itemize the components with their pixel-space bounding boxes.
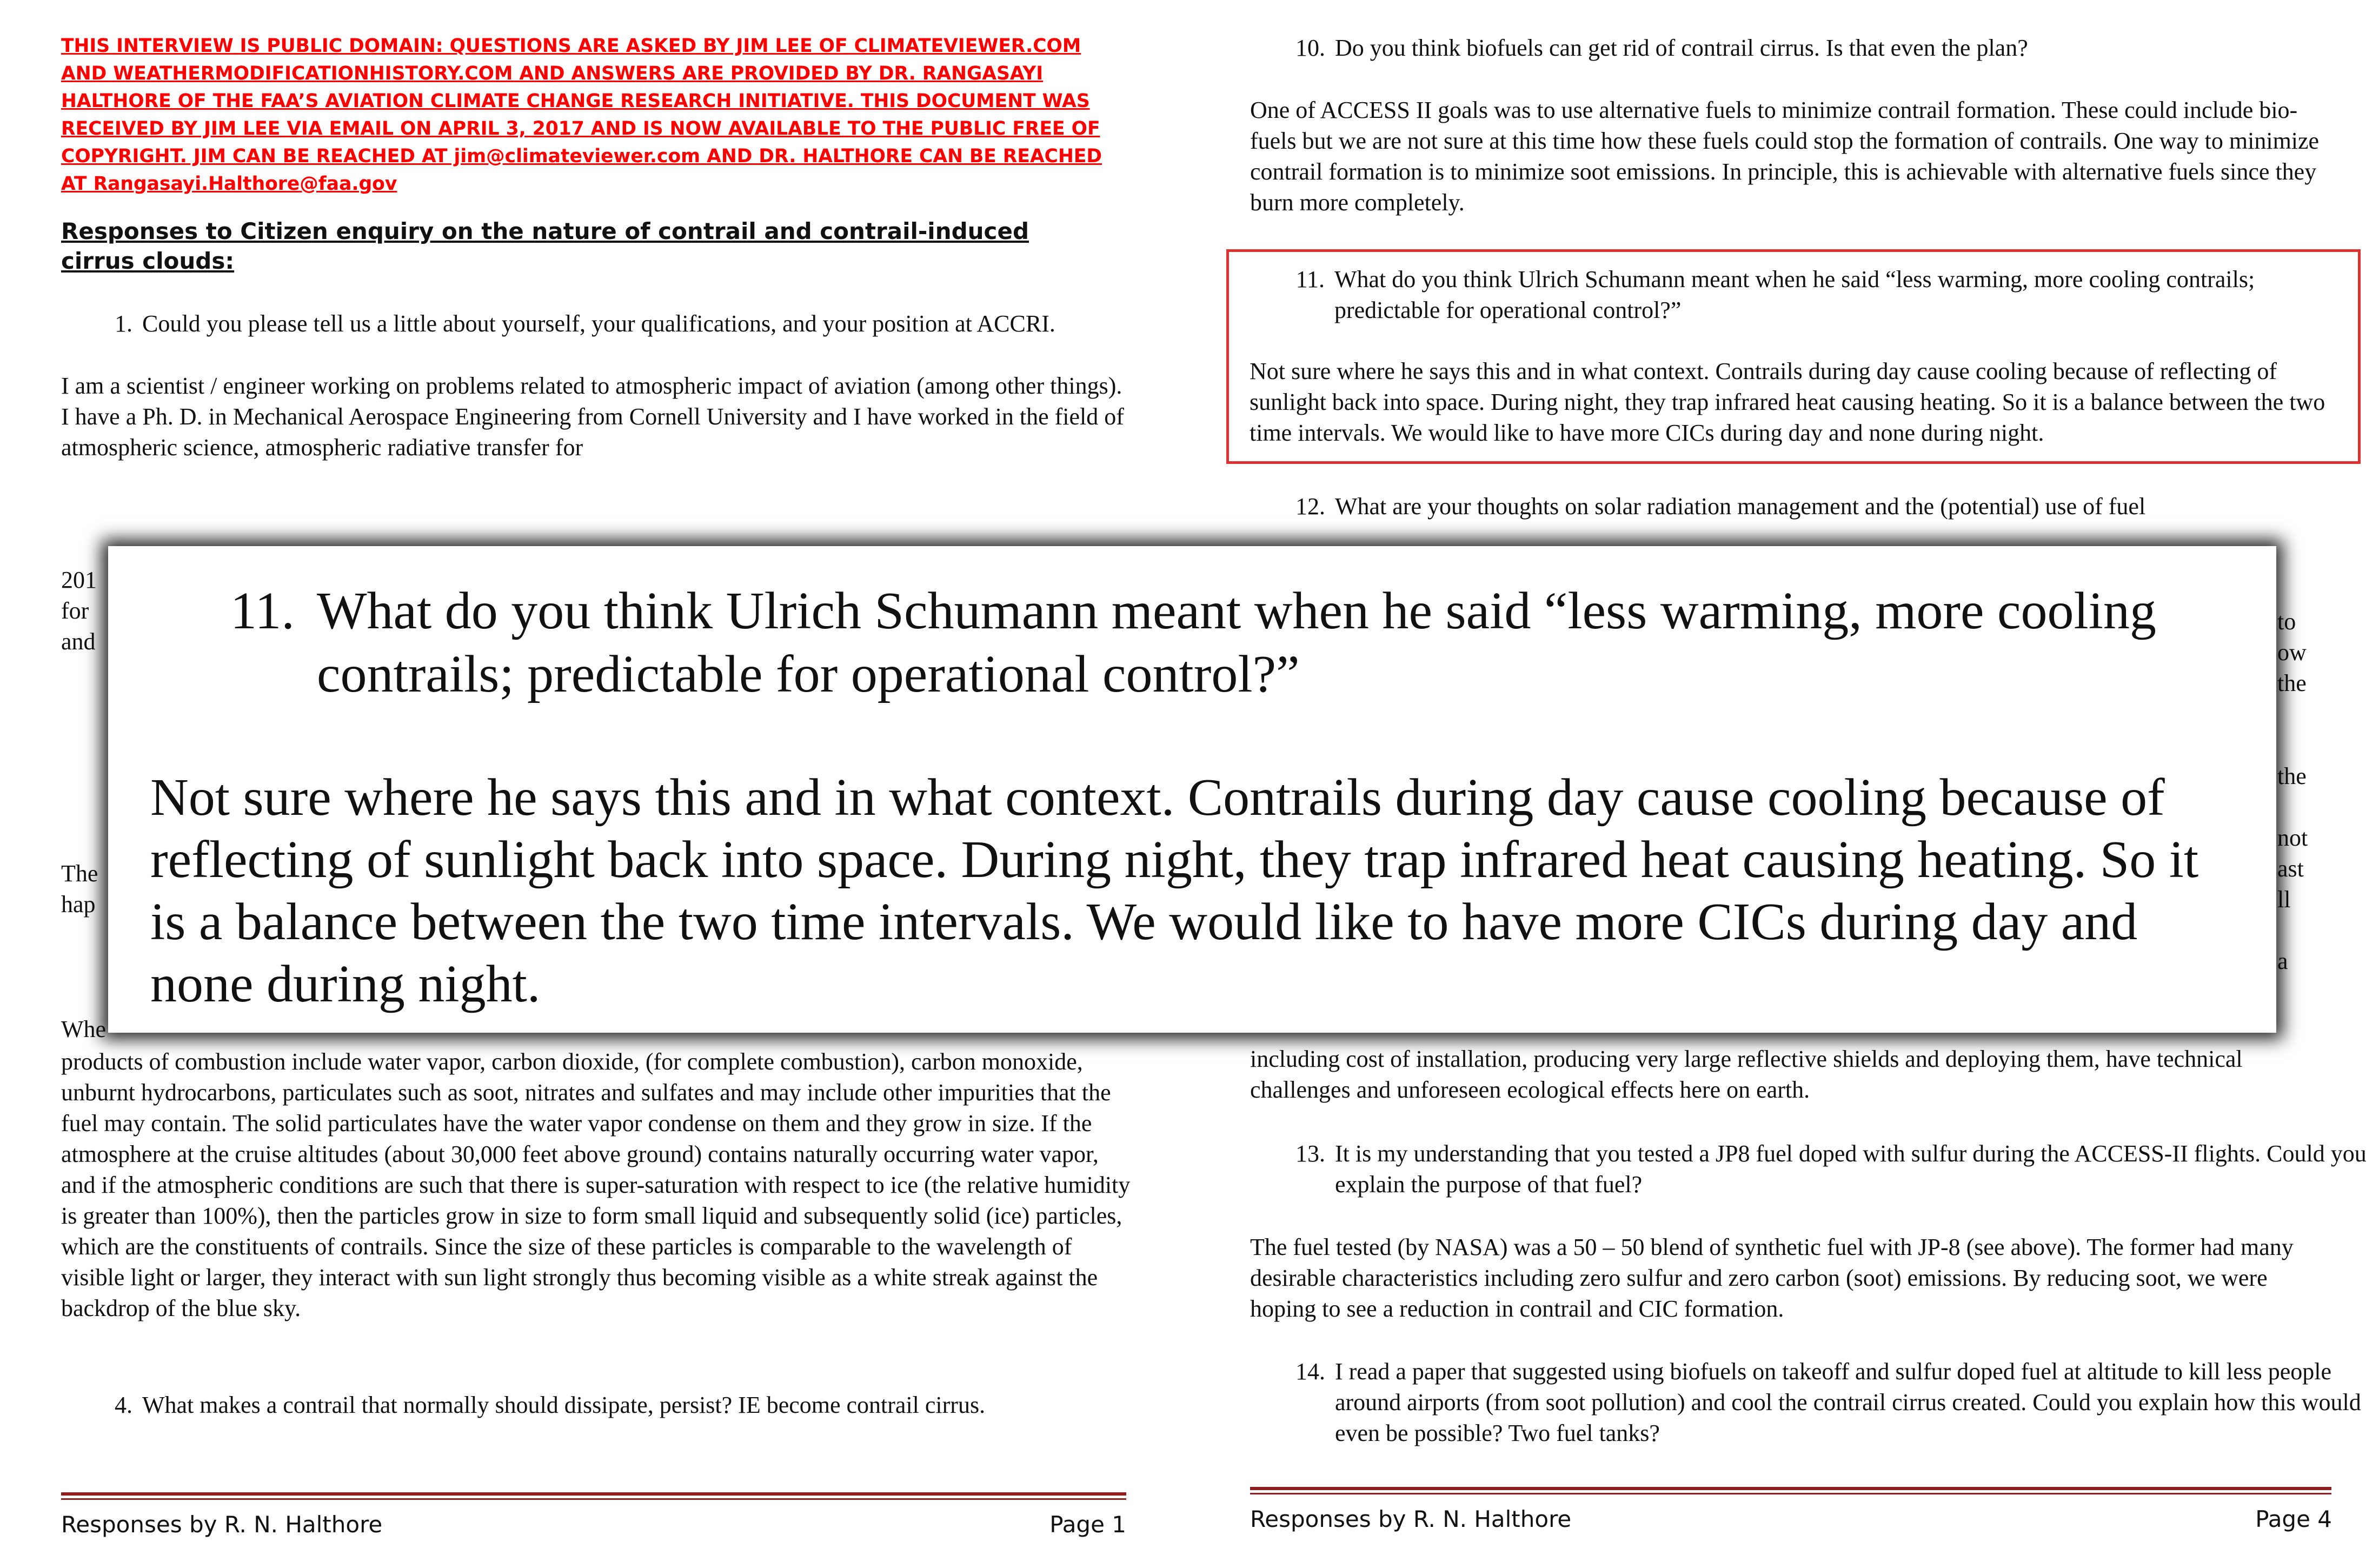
footer-author: Responses by R. N. Halthore	[1250, 1506, 1572, 1532]
question-number: 10.	[1295, 35, 1325, 61]
footer-page-number: Page 4	[2255, 1506, 2332, 1532]
answer-12-tail: including cost of installation, producing very large reflective shields and deploying them, have technical challenges and unforeseen ecological effects here on earth.	[1250, 1046, 2243, 1103]
page-1-content	[61, 32, 1132, 494]
answer-fragment: Whe	[61, 1016, 107, 1042]
answer-fragment: hap	[61, 891, 96, 918]
question-number: 14.	[1295, 1358, 1325, 1385]
question-number: 11.	[230, 582, 295, 640]
question-text: It is my understanding that you tested a JP8 fuel doped with sulfur during the ACCESS-II flights. Could you explain the purpose of that fuel?	[1335, 1140, 2367, 1198]
answer-11: Not sure where he says this and in what context. Contrails during day cause cooling because of reflecting of sunlight back into space. During night, they trap infrared heat causing heating. So it is a balance between the two time intervals. We would like to have more CICs during day and none during night.	[1250, 358, 2325, 446]
question-14	[1250, 1356, 2370, 1449]
document-heading: Responses to Citizen enquiry on the nature of contrail and contrail-induced cirrus clouds:	[61, 218, 1029, 274]
highlighted-question-11[interactable]	[1226, 249, 2361, 464]
question-number: 12.	[1295, 493, 1325, 520]
answer-fragment: ll	[2277, 886, 2291, 913]
footer-rule	[1250, 1487, 2331, 1494]
question-4	[61, 1390, 1161, 1420]
question-text: I read a paper that suggested using biofuels on takeoff and sulfur doped fuel at altitude to kill less people around airports (from soot pollution) and cool the contrail cirrus created. Could you explain how this would even be possible? Two fuel tanks?	[1335, 1358, 2361, 1446]
answer-1: I am a scientist / engineer working on problems related to atmospheric impact of aviation (among other things). I have a Ph. D. in Mechanical Aerospace Engineering from Cornell University and I have worked in the field of atmospheric science, atmospheric radiative transfer for	[61, 373, 1124, 461]
answer-fragment: and	[61, 628, 96, 655]
question-12	[1250, 491, 2337, 522]
answer-10: One of ACCESS II goals was to use alternative fuels to minimize contrail formation. These could include bio-fuels but we are not sure at this time how these fuels could stop the formation of contrails. One way to minimize contrail formation is to minimize soot emissions. In principle, this is achievable with alternative fuels since they burn more completely.	[1250, 97, 2320, 216]
answer-fragment: the	[2277, 763, 2307, 789]
footer-author: Responses by R. N. Halthore	[61, 1511, 383, 1538]
page-4-content	[1250, 32, 2337, 553]
answer-fragment: not	[2277, 825, 2308, 851]
question-text: What makes a contrail that normally should dissipate, persist? IE become contrail cirrus.	[142, 1392, 986, 1418]
question-number: 11.	[1295, 266, 1325, 293]
answer-fragment: the	[2277, 670, 2307, 696]
footer-page-number: Page 1	[1049, 1511, 1126, 1538]
question-text: Do you think biofuels can get rid of contrail cirrus. Is that even the plan?	[1335, 35, 2028, 61]
question-text: Could you please tell us a little about yourself, your qualifications, and your position at ACCRI.	[142, 310, 1055, 337]
question-number: 4.	[115, 1392, 132, 1418]
question-10	[1250, 32, 2337, 63]
footer-rule	[61, 1492, 1126, 1500]
question-1	[61, 308, 1132, 339]
answer-fragment: The	[61, 860, 98, 887]
question-11	[1250, 264, 2337, 325]
answer-fragment: to	[2277, 608, 2296, 635]
zoomed-answer-11: Not sure where he says this and in what context. Contrails during day cause cooling because of reflecting of sunlight back into space. During night, they trap infrared heat causing heating. So it is a balance between the two time intervals. We would like to have more CICs during day and none during night.	[150, 768, 2199, 1013]
question-number: 13.	[1295, 1140, 1325, 1167]
zoomed-question-11	[150, 580, 2233, 706]
answer-fragment: for	[61, 597, 89, 624]
answer-13: The fuel tested (by NASA) was a 50 – 50 blend of synthetic fuel with JP-8 (see above). The former had many desirable characteristics including zero sulfur and zero carbon (soot) emissions. By reducing soot, we were hoping to see a reduction in contrail and CIC formation.	[1250, 1234, 2294, 1322]
answer-fragment: ow	[2277, 639, 2307, 666]
public-domain-notice: THIS INTERVIEW IS PUBLIC DOMAIN: QUESTIONS ARE ASKED BY JIM LEE OF CLIMATEVIEWER.COM AND WEATHERMODIFICATIONHISTORY.COM AND ANSWERS ARE PROVIDED BY DR. RANGASAYI HALTHORE OF THE FAA’S AVIATION CLIMATE CHANGE RESEARCH INITIATIVE. THIS DOCUMENT WAS RECEIVED BY JIM LEE VIA EMAIL ON APRIL 3, 2017 AND IS NOW AVAILABLE TO THE PUBLIC FREE OF COPYRIGHT. JIM CAN BE REACHED AT jim@climateviewer.com AND DR. HALTHORE CAN BE REACHED AT Rangasayi.Halthore@faa.gov	[61, 35, 1102, 195]
answer-fragment: ast	[2277, 855, 2304, 882]
answer-fragment: 201	[61, 567, 97, 593]
question-number: 1.	[115, 310, 132, 337]
zoomed-excerpt-popup[interactable]	[108, 546, 2276, 1033]
question-text: What do you think Ulrich Schumann meant when he said “less warming, more cooling contrails; predictable for operational control?”	[317, 582, 2157, 703]
answer-3: products of combustion include water vapor, carbon dioxide, (for complete combustion), carbon monoxide, unburnt hydrocarbons, particulates such as soot, nitrates and sulfates and may include other impurities that the fuel may contain. The solid particulates have the water vapor condense on them and they grow in size. If the atmosphere at the cruise altitudes (about 30,000 feet above ground) contains naturally occurring water vapor, and if the atmospheric conditions are such that there is super-saturation with respect to ice (the relative humidity is greater than 100%), then the particles grow in size to form small liquid and subsequently solid (ice) particles, which are the constituents of contrails. Since the size of these particles is comparable to the wavelength of visible light or larger, they interact with sun light strongly thus becoming visible as a white streak against the backdrop of the blue sky.	[61, 1048, 1131, 1321]
answer-fragment: a	[2277, 948, 2288, 974]
question-text: What do you think Ulrich Schumann meant when he said “less warming, more cooling contrails; predictable for operational control?”	[1334, 266, 2255, 323]
question-13	[1250, 1138, 2370, 1200]
question-text: What are your thoughts on solar radiation management and the (potential) use of fuel	[1335, 493, 2146, 520]
